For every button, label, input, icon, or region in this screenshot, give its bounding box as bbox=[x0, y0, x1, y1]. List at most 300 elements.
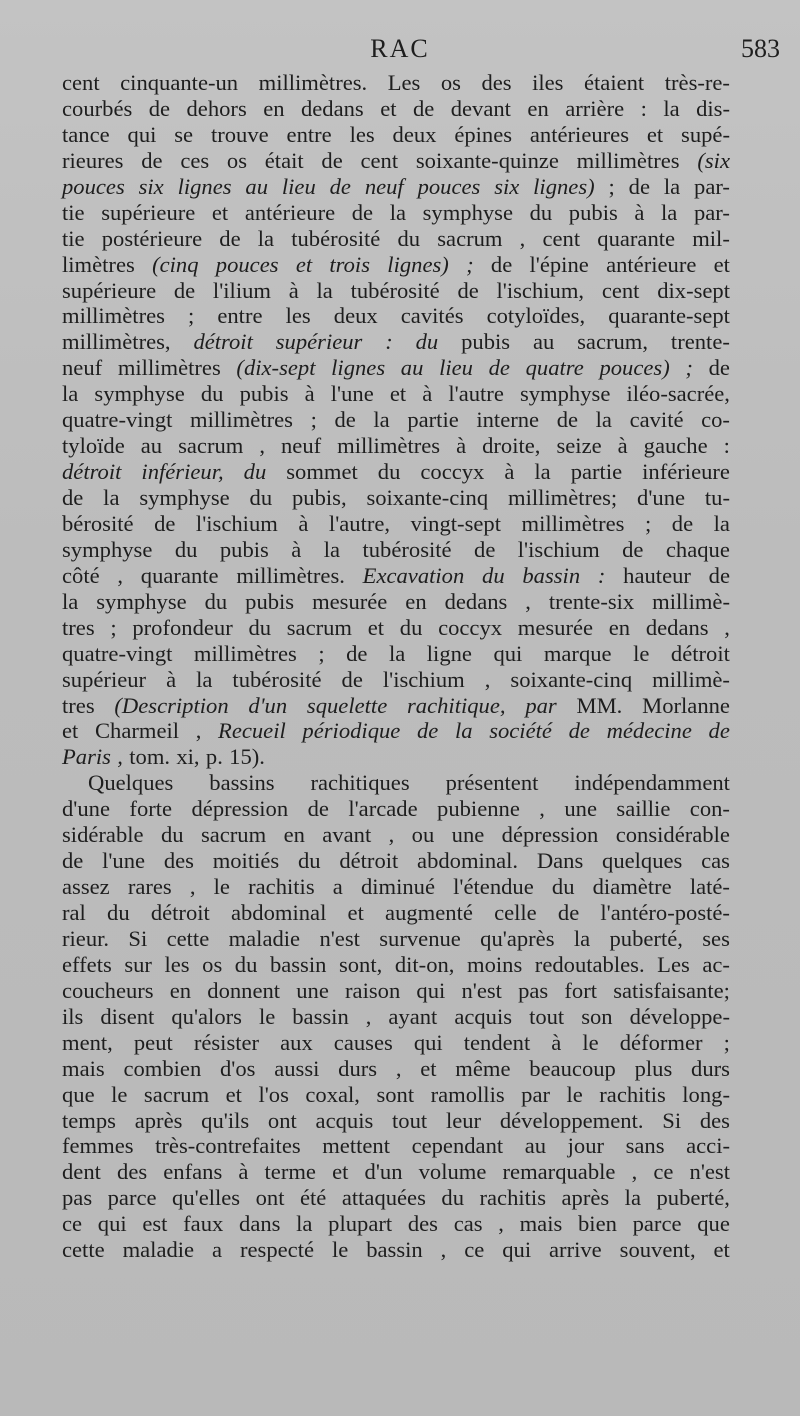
word: du bbox=[482, 562, 505, 588]
word: cent bbox=[542, 225, 581, 251]
text-line bbox=[62, 822, 730, 848]
word: la bbox=[323, 536, 341, 562]
word: par bbox=[525, 692, 557, 718]
word: soixante-cinq bbox=[510, 666, 633, 692]
word: limètres bbox=[62, 251, 135, 277]
word: Si bbox=[128, 925, 148, 951]
word: cas bbox=[453, 1211, 483, 1237]
word: mais bbox=[62, 1055, 105, 1081]
word: , bbox=[724, 614, 730, 640]
word: pubienne bbox=[437, 796, 520, 822]
word: rieur. bbox=[62, 925, 110, 951]
word: l'une bbox=[330, 381, 374, 407]
word: forte bbox=[129, 796, 173, 822]
word: quarante bbox=[597, 225, 676, 251]
word: bassin bbox=[269, 951, 327, 977]
word: à bbox=[166, 666, 177, 692]
word: la bbox=[663, 173, 681, 199]
word: la bbox=[595, 407, 612, 433]
word: tu- bbox=[704, 485, 730, 510]
word: hauteur bbox=[623, 562, 691, 588]
word: iléo-sacrée, bbox=[626, 381, 730, 407]
text-line bbox=[62, 1237, 730, 1263]
word: interne bbox=[476, 407, 540, 433]
word: ils bbox=[62, 1003, 84, 1029]
word: d'une bbox=[637, 485, 686, 510]
word: en bbox=[608, 614, 631, 640]
word: (six bbox=[697, 147, 730, 173]
word: de bbox=[671, 510, 694, 536]
word: la bbox=[661, 199, 678, 225]
word: l'os bbox=[258, 1081, 289, 1107]
text-line bbox=[62, 744, 730, 770]
word: ac- bbox=[702, 951, 730, 977]
word: de bbox=[307, 796, 329, 822]
word: dépression bbox=[501, 822, 599, 848]
word: , bbox=[388, 822, 395, 848]
word: et bbox=[420, 1055, 437, 1081]
word: trouve bbox=[210, 121, 269, 147]
word: parce bbox=[632, 1211, 682, 1237]
word: seize bbox=[556, 433, 602, 459]
word: sacrum, bbox=[577, 329, 649, 355]
word: et bbox=[62, 718, 79, 744]
word: quarante-sept bbox=[608, 303, 730, 329]
text-line bbox=[62, 796, 730, 822]
word: après bbox=[561, 1185, 610, 1211]
word: six bbox=[494, 173, 520, 199]
word: et bbox=[347, 900, 364, 925]
word: dix-sept bbox=[657, 277, 730, 303]
text-line bbox=[62, 1185, 730, 1211]
word: squelette bbox=[306, 692, 388, 718]
word: au bbox=[245, 173, 269, 199]
text-line bbox=[62, 874, 730, 900]
word: la bbox=[389, 199, 406, 225]
word: ; bbox=[318, 640, 325, 666]
word: partie bbox=[407, 407, 459, 433]
word: ramollis bbox=[430, 1081, 505, 1107]
text-line bbox=[62, 433, 730, 459]
word: et bbox=[389, 381, 407, 407]
word: de bbox=[490, 251, 513, 277]
word: bassin bbox=[292, 1003, 349, 1029]
word: antérieures bbox=[529, 121, 630, 147]
word: étaient bbox=[584, 70, 645, 95]
text-line bbox=[62, 459, 730, 485]
word: supé- bbox=[681, 121, 730, 147]
word: Excavation bbox=[362, 562, 465, 588]
word: Morlanne bbox=[642, 692, 730, 718]
word: sur bbox=[124, 951, 152, 977]
word: était bbox=[264, 147, 304, 173]
word: Quelques bbox=[88, 770, 174, 796]
word: dedans bbox=[444, 588, 508, 614]
word: , bbox=[440, 1237, 447, 1263]
word: une bbox=[296, 977, 329, 1003]
word: arrive bbox=[549, 1237, 602, 1263]
word: du bbox=[297, 848, 321, 874]
word: quelques bbox=[602, 848, 683, 874]
word: parce bbox=[107, 1185, 157, 1211]
word: du bbox=[160, 822, 184, 848]
word: cent bbox=[62, 70, 100, 95]
word: ligne bbox=[426, 640, 472, 666]
word: que bbox=[62, 1081, 95, 1107]
word: cas bbox=[701, 848, 730, 874]
word: remarquable bbox=[502, 1159, 616, 1185]
word: le bbox=[566, 1081, 583, 1107]
word: au bbox=[532, 329, 555, 355]
word: , bbox=[539, 796, 545, 822]
body-text bbox=[62, 70, 730, 1263]
word: cavités bbox=[400, 303, 464, 329]
word: de bbox=[568, 718, 590, 744]
word: symphyse bbox=[139, 485, 230, 510]
word: (dix-sept bbox=[236, 355, 316, 381]
text-line bbox=[62, 511, 730, 537]
word: des bbox=[407, 1211, 438, 1237]
word: quatre-vingt bbox=[62, 407, 173, 433]
word: neuf bbox=[364, 173, 404, 199]
word: la bbox=[62, 381, 79, 407]
word: mais bbox=[519, 1211, 563, 1237]
word: de bbox=[708, 355, 730, 381]
text-line bbox=[62, 900, 730, 926]
word: pubis bbox=[568, 199, 618, 225]
word: sacrum bbox=[437, 225, 503, 251]
word: mettent bbox=[322, 1133, 390, 1159]
word: , bbox=[395, 1055, 402, 1081]
word: lieu bbox=[281, 173, 316, 199]
word: symphyse bbox=[62, 536, 153, 562]
word: durs bbox=[691, 1055, 730, 1081]
word: aux bbox=[280, 1029, 313, 1055]
word: coccyx bbox=[420, 459, 485, 485]
word: saillie bbox=[616, 796, 671, 822]
word: cette bbox=[166, 925, 210, 951]
word: ; bbox=[723, 1029, 730, 1055]
text-line bbox=[62, 1159, 730, 1185]
text-line bbox=[62, 329, 730, 355]
word: pubis bbox=[245, 588, 295, 614]
word: n'est bbox=[319, 925, 360, 951]
word: de bbox=[351, 199, 374, 225]
word: maladie bbox=[228, 925, 301, 951]
word: femmes bbox=[62, 1133, 134, 1159]
word: millimètres. bbox=[258, 70, 368, 95]
word: de bbox=[154, 510, 176, 536]
word: effets bbox=[62, 951, 112, 977]
word: en bbox=[169, 977, 192, 1003]
word: coucheurs bbox=[62, 977, 154, 1003]
word: , bbox=[498, 1211, 504, 1237]
word: détroit bbox=[150, 900, 210, 925]
word: , bbox=[365, 1003, 372, 1029]
word: déformer bbox=[619, 1029, 703, 1055]
word: détroit bbox=[193, 329, 253, 355]
word: de bbox=[321, 147, 343, 173]
word: indépendamment bbox=[574, 770, 730, 796]
word: survenue bbox=[379, 925, 461, 951]
word: 15). bbox=[229, 744, 265, 770]
word: à bbox=[634, 199, 645, 225]
word: du bbox=[174, 536, 198, 562]
text-line bbox=[62, 952, 730, 978]
word: l'antéro-posté- bbox=[600, 900, 730, 925]
word: deux bbox=[333, 303, 378, 329]
word: devant bbox=[450, 95, 511, 121]
word: donnent bbox=[207, 977, 281, 1003]
word: symphyse bbox=[519, 381, 611, 407]
text-line bbox=[62, 1004, 730, 1030]
word: tendent bbox=[463, 1029, 531, 1055]
word: ces bbox=[180, 147, 210, 173]
word: aussi bbox=[274, 1055, 320, 1081]
word: par- bbox=[694, 173, 730, 199]
word: tyloïde bbox=[62, 433, 125, 459]
word: du bbox=[249, 485, 273, 510]
word: quatre bbox=[525, 355, 584, 381]
word: la bbox=[663, 95, 680, 121]
word: dans bbox=[239, 1211, 281, 1237]
word: , bbox=[484, 666, 491, 692]
word: combien bbox=[123, 1055, 202, 1081]
word: du bbox=[107, 900, 130, 925]
word: tubérosité bbox=[350, 277, 440, 303]
word: de bbox=[708, 562, 730, 588]
word: qu'après bbox=[480, 925, 555, 951]
word: beaucoup bbox=[529, 1055, 616, 1081]
word: l'une bbox=[102, 848, 146, 874]
word: cotyloïdes, bbox=[486, 303, 586, 329]
word: ce bbox=[653, 1159, 674, 1185]
word: tres bbox=[62, 614, 95, 640]
word: millimètres bbox=[190, 407, 293, 433]
word: soixante-quinze bbox=[415, 147, 559, 173]
word: arrière bbox=[565, 95, 625, 121]
word: l'ischium, bbox=[496, 277, 585, 303]
word: : bbox=[723, 433, 730, 459]
word: de bbox=[557, 900, 580, 925]
word: cavité bbox=[629, 407, 684, 433]
word: rachitis bbox=[599, 1081, 666, 1107]
word: des bbox=[481, 70, 512, 95]
word: leur bbox=[445, 1107, 482, 1133]
word: de bbox=[457, 277, 479, 303]
word: sacrum bbox=[178, 433, 244, 459]
word: Recueil bbox=[218, 718, 286, 744]
text-line bbox=[62, 226, 730, 252]
word: tom. bbox=[129, 744, 171, 770]
word: chaque bbox=[665, 536, 730, 562]
word: acquis bbox=[454, 1003, 513, 1029]
word: tubérosité bbox=[232, 666, 322, 692]
word: qui bbox=[493, 640, 523, 666]
word: du bbox=[551, 874, 575, 900]
word: six bbox=[138, 173, 164, 199]
word: et bbox=[295, 251, 313, 277]
word: os bbox=[226, 147, 248, 173]
word: de bbox=[62, 485, 84, 510]
word: et bbox=[713, 1237, 730, 1263]
word: antérieure bbox=[244, 199, 336, 225]
word: dedans bbox=[300, 95, 364, 121]
word: lignes) bbox=[387, 251, 449, 277]
word: sidérable bbox=[62, 822, 144, 848]
text-line bbox=[62, 122, 730, 148]
word: se bbox=[174, 121, 194, 147]
word: antérieure bbox=[606, 251, 697, 277]
word: rares bbox=[127, 874, 172, 900]
word: diamètre bbox=[592, 874, 672, 900]
text-line bbox=[62, 563, 730, 589]
word: tout bbox=[392, 1107, 428, 1133]
word: peut bbox=[133, 1029, 173, 1055]
word: cinquante-un bbox=[120, 70, 239, 95]
word: les bbox=[349, 121, 375, 147]
word: ; bbox=[310, 407, 317, 433]
word: la bbox=[713, 510, 730, 536]
word: co- bbox=[701, 407, 730, 433]
word: dedans bbox=[645, 614, 709, 640]
word: d'un bbox=[248, 692, 288, 718]
word: mil- bbox=[692, 225, 730, 251]
word: détroit bbox=[670, 640, 730, 666]
word: du bbox=[529, 199, 553, 225]
word: raison bbox=[345, 977, 401, 1003]
word: le bbox=[582, 1029, 599, 1055]
word: est bbox=[142, 1211, 168, 1237]
word: les bbox=[164, 951, 190, 977]
word: côté bbox=[62, 562, 100, 588]
word: moins bbox=[467, 951, 523, 977]
word: millimètres bbox=[521, 510, 625, 536]
word: du bbox=[441, 1185, 464, 1211]
word: l'ilium bbox=[212, 277, 271, 303]
word: l'ischium bbox=[517, 536, 600, 562]
word: la bbox=[573, 925, 591, 951]
word: n'est bbox=[461, 977, 502, 1003]
word: ral bbox=[62, 900, 86, 925]
word: ; bbox=[466, 251, 474, 277]
text-line bbox=[62, 200, 730, 226]
word: au bbox=[524, 1133, 547, 1159]
word: société bbox=[489, 718, 552, 744]
word: (cinq bbox=[152, 251, 199, 277]
word: pas bbox=[518, 977, 549, 1003]
word: qu'alors bbox=[171, 1003, 242, 1029]
word: : bbox=[597, 562, 606, 588]
word: ou bbox=[411, 822, 435, 848]
word: Si bbox=[662, 1107, 682, 1133]
text-line bbox=[62, 355, 730, 381]
word: millimètres; bbox=[508, 485, 618, 510]
word: bassins bbox=[209, 770, 275, 796]
word: redoutables. bbox=[534, 951, 645, 977]
word: tubérosité bbox=[291, 225, 381, 251]
word: Dans bbox=[536, 848, 584, 874]
word: trente-six bbox=[548, 588, 635, 614]
word: millimè- bbox=[652, 666, 730, 692]
word: d'os bbox=[220, 1055, 256, 1081]
word: rachitis bbox=[479, 1185, 546, 1211]
word: bérosité bbox=[62, 510, 134, 536]
word: p. bbox=[205, 744, 223, 770]
text-line bbox=[62, 1030, 730, 1056]
word: la bbox=[296, 1211, 313, 1237]
word: été bbox=[299, 1185, 327, 1211]
word: causes bbox=[333, 1029, 393, 1055]
text-line bbox=[62, 174, 730, 200]
word: de bbox=[341, 666, 363, 692]
word: la bbox=[62, 588, 79, 614]
word: dent bbox=[62, 1159, 101, 1185]
text-line bbox=[62, 641, 730, 667]
text-line bbox=[62, 381, 730, 407]
word: et bbox=[713, 251, 730, 277]
word: , bbox=[117, 744, 123, 770]
word: et bbox=[380, 95, 397, 121]
word: abdominal. bbox=[417, 848, 519, 874]
word: une bbox=[564, 796, 597, 822]
word: rachitis bbox=[248, 874, 315, 900]
word: millimètres bbox=[576, 147, 680, 173]
word: MM. bbox=[576, 692, 623, 718]
word: et bbox=[367, 614, 385, 640]
word: : bbox=[385, 329, 393, 355]
text-line bbox=[62, 978, 730, 1004]
text-line bbox=[62, 407, 730, 433]
word: de bbox=[148, 95, 171, 121]
word: tubérosité bbox=[362, 536, 452, 562]
word: tres bbox=[62, 692, 95, 718]
word: plus bbox=[634, 1055, 673, 1081]
running-head-title: RAC bbox=[370, 34, 430, 63]
word: sommet bbox=[286, 459, 358, 485]
word: résister bbox=[193, 1029, 260, 1055]
word: quarante bbox=[140, 562, 219, 588]
word: en bbox=[283, 822, 305, 848]
word: la bbox=[373, 407, 390, 433]
word: courbés bbox=[62, 95, 133, 121]
word: millimètres bbox=[62, 303, 165, 329]
text-line bbox=[62, 718, 730, 744]
word: tance bbox=[62, 121, 110, 147]
word: du bbox=[415, 329, 439, 355]
word: supérieure bbox=[101, 199, 196, 225]
word: d'un bbox=[364, 1159, 403, 1185]
word: bassin bbox=[522, 562, 581, 588]
word: assez bbox=[62, 874, 110, 900]
word: os bbox=[440, 70, 461, 95]
word: même bbox=[455, 1055, 511, 1081]
word: postérieure bbox=[101, 225, 203, 251]
word: symphyse bbox=[422, 199, 513, 225]
word: profondeur bbox=[132, 614, 233, 640]
word: respecté bbox=[240, 1237, 315, 1263]
word: l'épine bbox=[529, 251, 589, 277]
word: fort bbox=[564, 977, 598, 1003]
word: pubis bbox=[239, 381, 289, 407]
word: volume bbox=[418, 1159, 487, 1185]
word: à bbox=[617, 433, 628, 459]
word: dit-on, bbox=[394, 951, 455, 977]
word: ; bbox=[608, 173, 615, 199]
word: disent bbox=[100, 1003, 155, 1029]
word: que bbox=[697, 1211, 730, 1237]
word: os bbox=[202, 951, 223, 977]
